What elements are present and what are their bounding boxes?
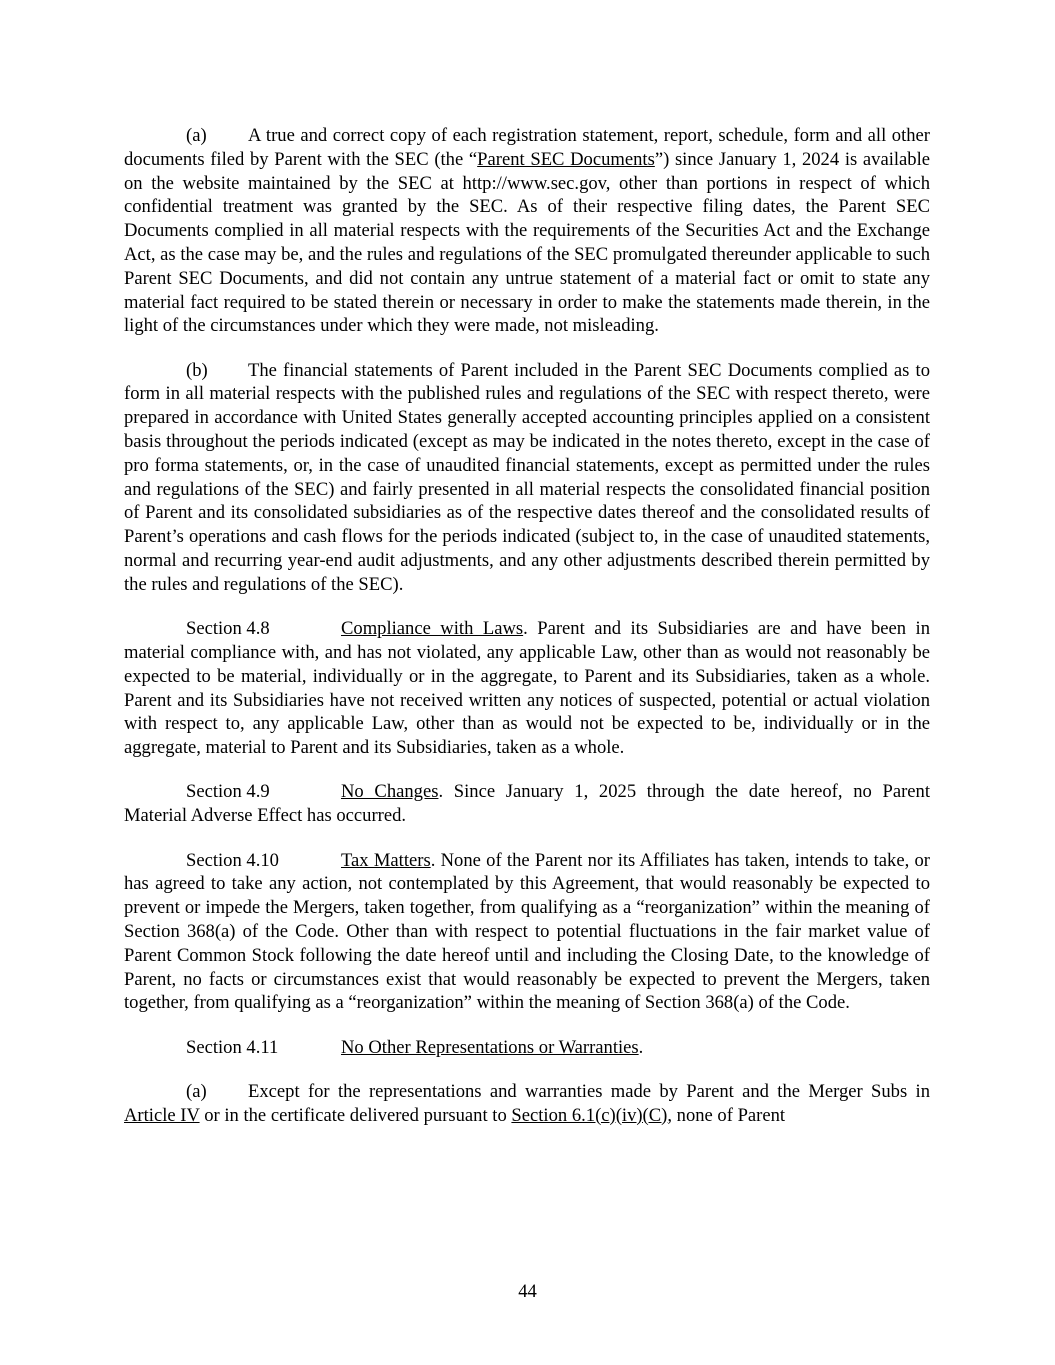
cross-reference: Section 6.1(c)(iv)(C): [511, 1104, 668, 1126]
section-number: Section 4.8: [186, 618, 270, 640]
section-text: .: [638, 1036, 644, 1058]
document-page: [124, 124, 930, 1148]
section-4-11: [124, 1036, 930, 1060]
paragraph-marker: (a): [186, 1080, 207, 1102]
section-text: . Parent and its Subsidiaries are and have been in material compliance with, and has not violated, any applicable Law, other than as would not reasonably be expected to be material, individually or in the aggregate, to Parent and its Subsidiaries, taken as a whole. Parent and its Subsidiaries have not received written any notices of suspected, potential or actual violation with respect to, any applicable Law, other than as would not be expected to be, individually or in the aggregate, material to Parent and its Subsidiaries, taken as a whole.: [124, 618, 930, 759]
page-number: 44: [518, 1281, 537, 1302]
paragraph-4-7-b: [124, 359, 930, 597]
paragraph-text: Except for the representations and warranties made by Parent and the Merger Subs in: [248, 1080, 930, 1102]
section-4-8: [124, 617, 930, 760]
paragraph-marker: (a): [186, 125, 207, 146]
paragraph-4-7-a: [124, 124, 930, 338]
section-heading: Tax Matters: [341, 849, 431, 871]
paragraph-marker: (b): [186, 359, 208, 381]
section-heading: No Other Representations or Warranties: [341, 1036, 639, 1058]
section-number: Section 4.10: [186, 849, 279, 871]
paragraph-text: The financial statements of Parent included in the Parent SEC Documents complied as to form in all material respects with the published rules and regulations of the SEC with respect thereto, were prepared in accordance with United States generally accepted accounting principles applied on a consistent basis throughout the periods indicated (except as may be indicated in the notes thereto, except in the case of pro forma statements, or, in the case of unaudited financial statements, except as permitted under the rules and regulations of the SEC) and fairly presented in all material respects the consolidated financial position of Parent and its consolidated subsidiaries as of the respective dates thereof and the consolidated results of Parent’s operations and cash flows for the periods indicated (subject to, in the case of unaudited statements, normal and recurring year-end audit adjustments, and any other adjustments described therein permitted by the rules and regulations of the SEC).: [124, 359, 930, 595]
section-heading: Compliance with Laws: [341, 618, 524, 640]
section-number: Section 4.11: [186, 1036, 279, 1058]
section-4-10: [124, 849, 930, 1016]
section-4-9: [124, 780, 930, 828]
paragraph-4-11-a: [124, 1080, 930, 1128]
paragraph-text: , none of Parent: [667, 1104, 786, 1126]
paragraph-text: A true and correct copy of each registration statement, report, schedule, form and all other documents filed by Parent with the SEC (the “: [124, 125, 930, 170]
section-text: . Since January 1, 2025 through the date hereof, no Parent Material Adverse Effect has occurred.: [124, 781, 930, 827]
section-heading: No Changes: [341, 781, 439, 803]
cross-reference: Article IV: [124, 1104, 200, 1126]
paragraph-text: or in the certificate delivered pursuant to: [199, 1104, 512, 1126]
section-number: Section 4.9: [186, 781, 270, 803]
paragraph-text: ”) since January 1, 2024 is available on the website maintained by the SEC at http://www.sec.gov, other than portions in respect of which confidential treatment was granted by the SEC. As of their respective filing dates, the Parent SEC Documents complied in all material respects with the requirements of the Securities Act and the Exchange Act, as the case may be, and the rules and regulations of the SEC promulgated thereunder applicable to such Parent SEC Documents, and did not contain any untrue statement of a material fact or omit to state any material fact required to be stated therein or necessary in order to make the statements made therein, in the light of the circumstances under which they were made, not misleading.: [124, 148, 930, 337]
defined-term: Parent SEC Documents: [477, 148, 655, 170]
section-text: . None of the Parent nor its Affiliates has taken, intends to take, or has agreed to take any action, not contemplated by this Agreement, that would reasonably be expected to prevent or impede the Mergers, taken together, from qualifying as a “reorganization” within the meaning of Section 368(a) of the Code. Other than with respect to potential fluctuations in the fair market value of Parent Common Stock following the date hereof until and including the Closing Date, to the knowledge of Parent, no facts or circumstances exist that would reasonably be expected to prevent the Mergers, taken together, from qualifying as a “reorganization” within the meaning of Section 368(a) of the Code.: [124, 849, 930, 1014]
